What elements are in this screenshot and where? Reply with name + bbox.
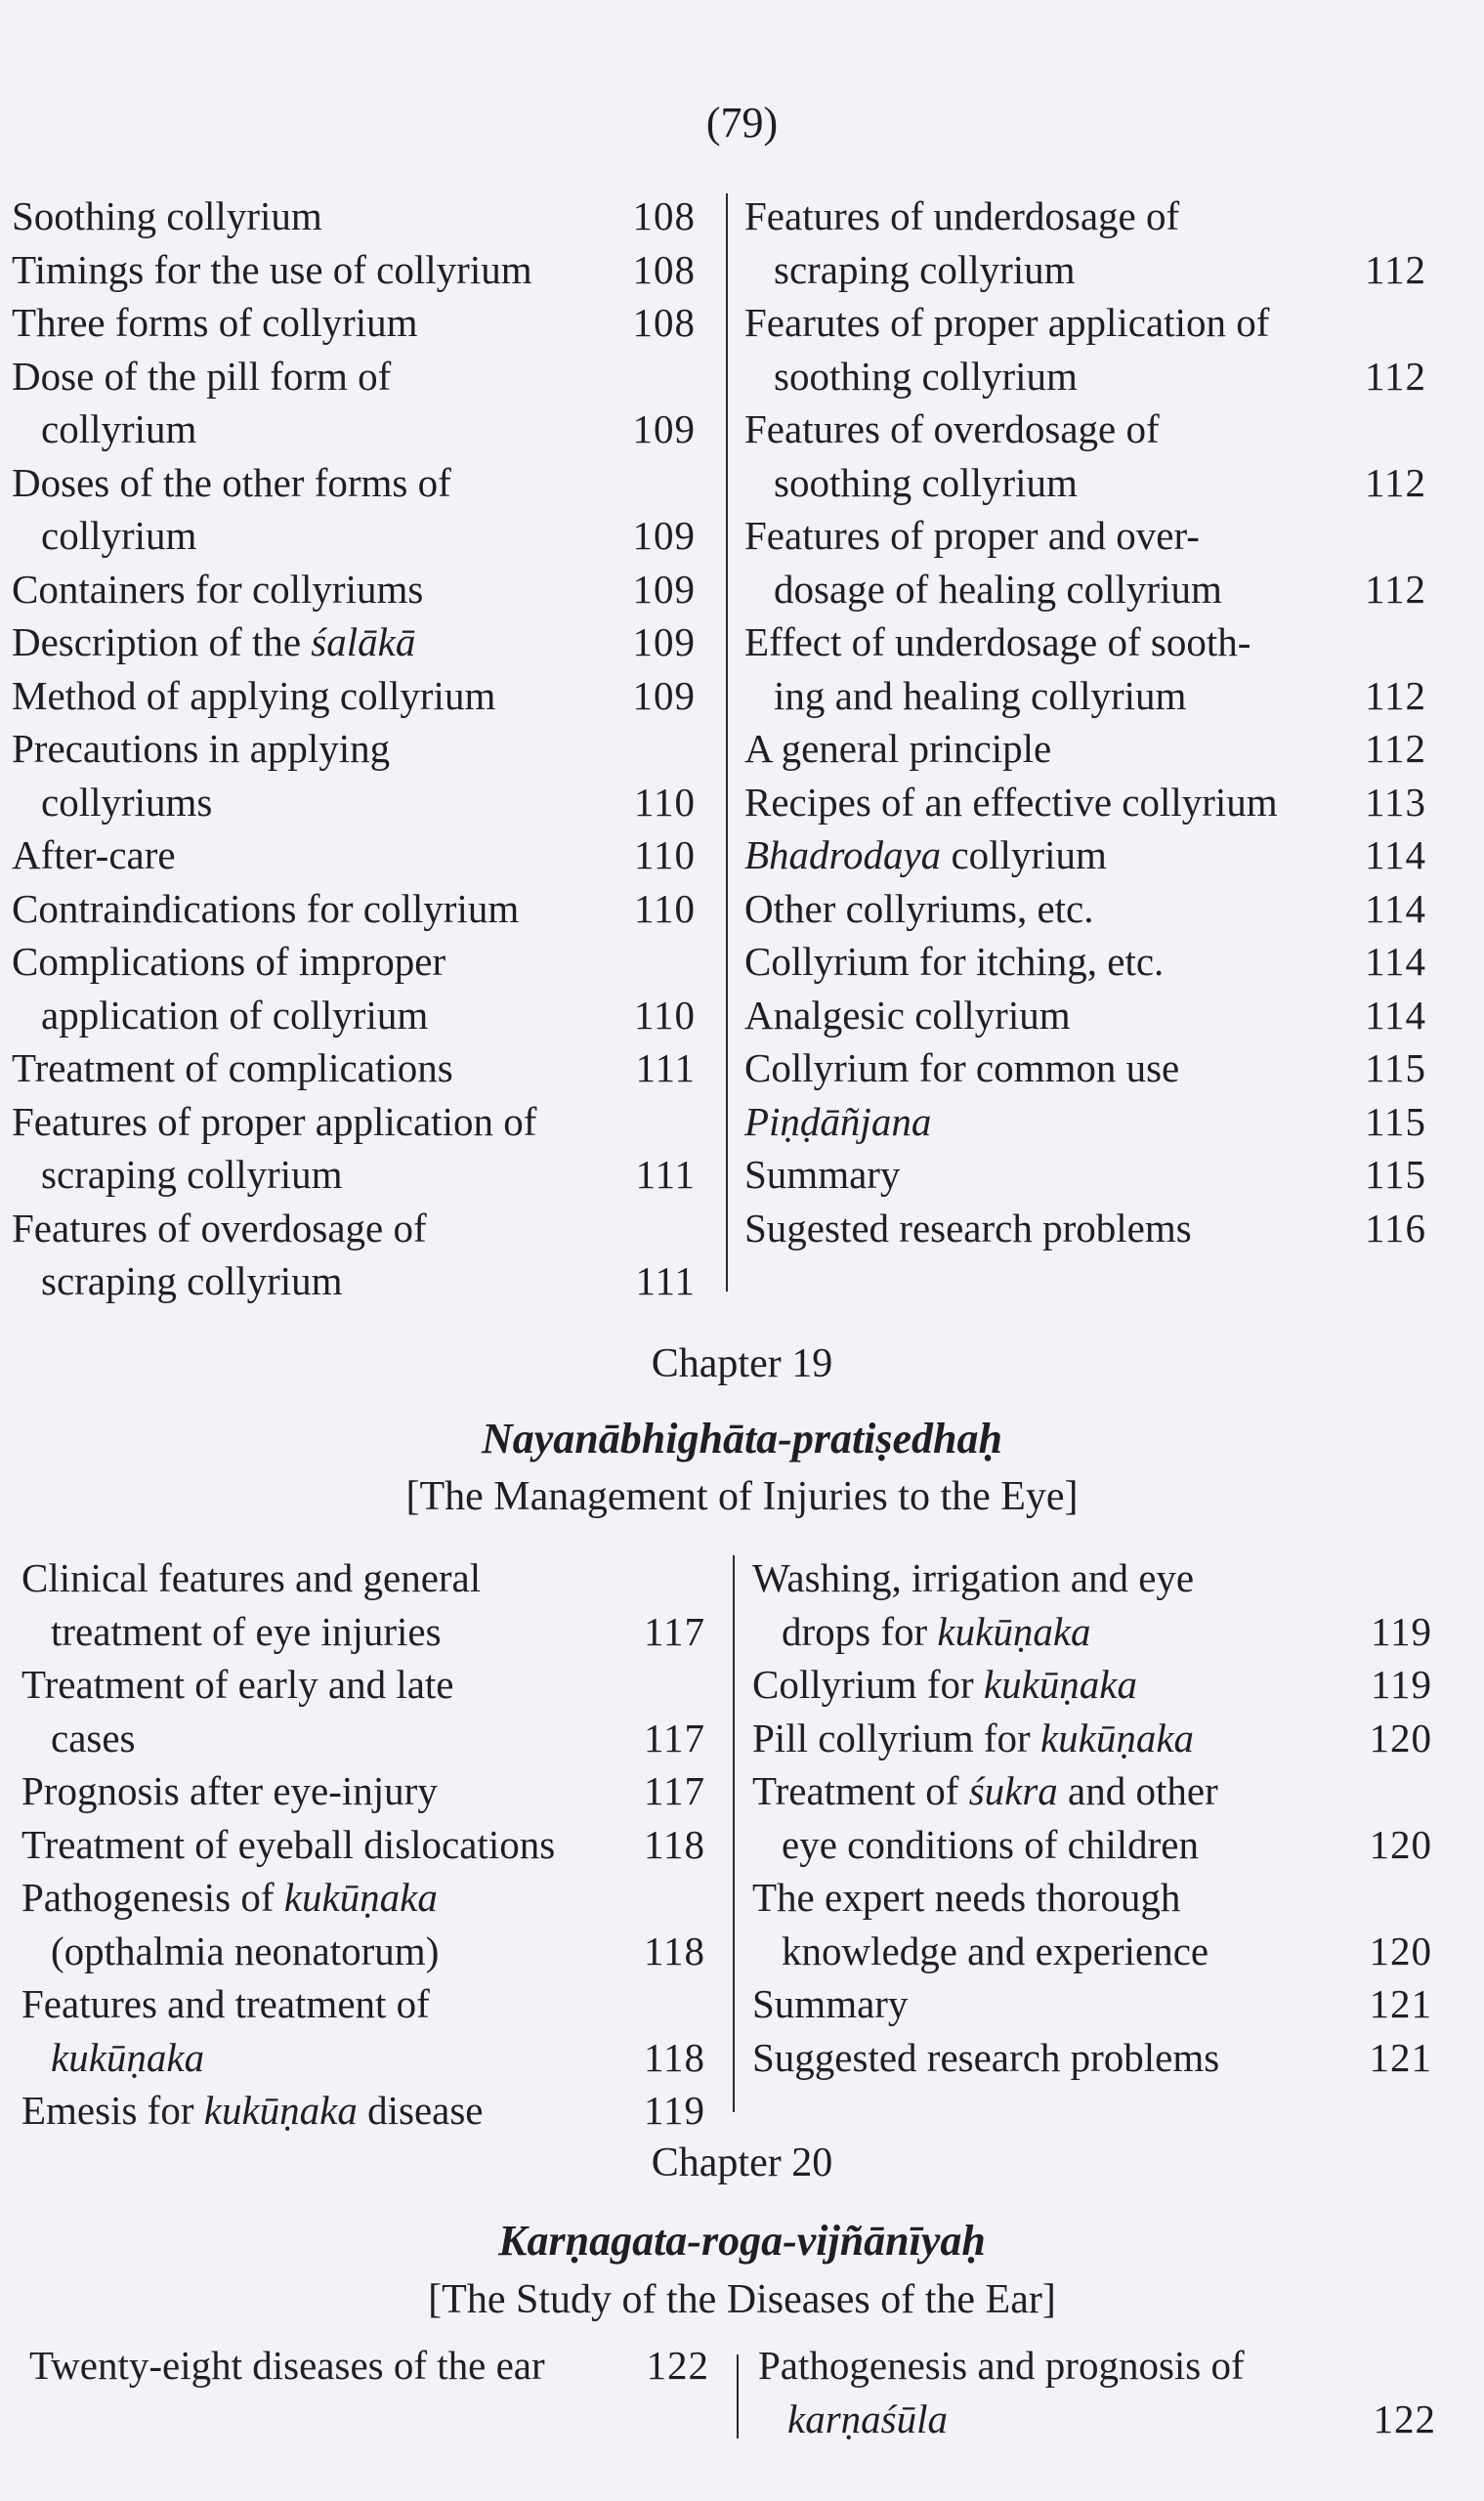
toc-entry-title: Containers for collyriums xyxy=(12,566,424,612)
toc-chapter-19 xyxy=(0,1551,1484,2133)
toc-entry-title: cases xyxy=(51,1715,136,1760)
toc-entry xyxy=(752,1712,1432,1765)
toc-entry-title: Contraindications for collyrium xyxy=(12,885,520,931)
toc-entry-title: Method of applying collyrium xyxy=(12,672,496,718)
toc-entry xyxy=(744,1202,1426,1255)
toc-entry-page: 114 xyxy=(1365,832,1426,877)
toc-entry-page: 115 xyxy=(1365,1152,1426,1197)
toc-entry-title: Soothing collyrium xyxy=(12,193,322,238)
toc-entry-title: Clinical features and general xyxy=(21,1555,482,1600)
toc-entry-page: 112 xyxy=(1365,353,1426,399)
toc-entry xyxy=(752,1658,1432,1712)
toc-entry xyxy=(12,1095,696,1202)
toc-entry-page: 121 xyxy=(1369,2034,1432,2080)
toc-right-column xyxy=(744,190,1426,1254)
toc-right-column xyxy=(758,2339,1436,2445)
toc-entry-page: 117 xyxy=(644,1715,705,1760)
toc-entry-title: treatment of eye injuries xyxy=(51,1608,442,1654)
toc-entry-title: Prognosis after eye-injury xyxy=(21,1768,438,1813)
toc-entry xyxy=(12,456,696,563)
toc-left-column xyxy=(29,2339,709,2393)
toc-entry-page: 118 xyxy=(644,2034,705,2080)
toc-entry xyxy=(12,615,696,669)
toc-entry-title: The expert needs thorough xyxy=(752,1875,1181,1920)
toc-entry xyxy=(12,828,696,882)
toc-entry xyxy=(744,935,1426,989)
toc-entry-title: soothing collyrium xyxy=(774,353,1078,399)
toc-entry xyxy=(12,722,696,828)
toc-entry-page: 108 xyxy=(632,300,696,345)
toc-entry-page: 109 xyxy=(632,672,696,718)
toc-entry-title: Doses of the other forms of xyxy=(12,459,451,505)
toc-entry-page: 109 xyxy=(632,566,696,612)
toc-entry-title: Analgesic collyrium xyxy=(744,992,1071,1038)
toc-entry-title: Treatment of complications xyxy=(12,1045,453,1090)
toc-entry-page: 109 xyxy=(632,513,696,558)
toc-entry-page: 112 xyxy=(1365,459,1426,505)
toc-entry-page: 114 xyxy=(1365,885,1426,931)
toc-entry-title: Other collyriums, etc. xyxy=(744,885,1094,931)
toc-entry-title: Treatment of early and late xyxy=(21,1662,454,1707)
toc-entry xyxy=(744,1041,1426,1095)
toc-entry xyxy=(752,2031,1432,2085)
toc-entry-title: Suggested research problems xyxy=(752,2034,1220,2080)
toc-entry xyxy=(12,1202,696,1308)
toc-entry-page: 119 xyxy=(644,2088,705,2133)
toc-entry xyxy=(12,1041,696,1095)
chapter-20-title: Karṇagata-roga-vijñānīyaḥ xyxy=(498,2217,986,2265)
toc-entry-page: 122 xyxy=(646,2343,709,2388)
toc-left-column xyxy=(12,190,696,1308)
toc-entry-title: Features of proper and over- xyxy=(744,513,1200,558)
toc-entry-title: karṇaśūla xyxy=(787,2395,948,2441)
toc-entry xyxy=(21,1764,705,1818)
toc-entry xyxy=(744,722,1426,776)
toc-entry-title: Three forms of collyrium xyxy=(12,300,418,345)
toc-entry-title: Summary xyxy=(744,1152,901,1197)
toc-entry-title: Collyrium for kukūṇaka xyxy=(752,1662,1137,1707)
toc-entry-title: After-care xyxy=(12,832,176,877)
toc-entry-title: Fearutes of proper application of xyxy=(744,300,1270,345)
toc-entry xyxy=(12,350,696,456)
toc-entry-title: collyriums xyxy=(41,779,213,825)
toc-entry xyxy=(744,828,1426,882)
toc-entry-page: 121 xyxy=(1369,1981,1432,2026)
toc-entry-page: 109 xyxy=(632,406,696,451)
toc-entry-title: Features of overdosage of xyxy=(12,1205,427,1250)
toc-entry-title: Piṇḍāñjana xyxy=(744,1098,932,1144)
toc-entry-title: Features of overdosage of xyxy=(744,406,1160,451)
toc-entry-title: Features of underdosage of xyxy=(744,193,1180,238)
toc-entry xyxy=(21,1871,705,1977)
toc-entry xyxy=(12,882,696,936)
toc-entry-page: 108 xyxy=(632,193,696,238)
toc-entry-page: 109 xyxy=(632,619,696,664)
toc-right-column xyxy=(752,1551,1432,2084)
toc-entry xyxy=(744,509,1426,615)
chapter-19-subtitle: [The Management of Injuries to the Eye] xyxy=(405,1474,1079,1519)
toc-entry-page: 115 xyxy=(1365,1098,1426,1144)
toc-entry-title: scraping collyrium xyxy=(774,246,1076,292)
toc-entry-title: Complications of improper xyxy=(12,939,446,984)
toc-entry-page: 120 xyxy=(1369,1715,1432,1760)
toc-entry-title: Twenty-eight diseases of the ear xyxy=(29,2343,545,2388)
toc-entry xyxy=(744,615,1426,722)
toc-entry-title: Precautions in applying xyxy=(12,726,391,771)
toc-entry-page: 118 xyxy=(644,1821,705,1867)
chapter-20-subtitle: [The Study of the Diseases of the Ear] xyxy=(428,2277,1056,2322)
toc-entry-page: 113 xyxy=(1365,779,1426,825)
toc-entry-page: 117 xyxy=(644,1768,705,1813)
toc-entry-title: Pathogenesis of kukūṇaka xyxy=(21,1875,438,1920)
toc-entry xyxy=(744,1095,1426,1149)
column-divider xyxy=(726,193,728,1292)
toc-entry xyxy=(752,1764,1432,1871)
toc-entry-page: 111 xyxy=(635,1152,696,1197)
toc-entry-page: 114 xyxy=(1365,992,1426,1038)
toc-entry-title: Description of the śalākā xyxy=(12,619,416,664)
toc-entry-page: 117 xyxy=(644,1608,705,1654)
toc-entry-title: Features of proper application of xyxy=(12,1098,537,1144)
toc-entry xyxy=(744,882,1426,936)
toc-entry xyxy=(744,296,1426,403)
toc-chapter-20 xyxy=(0,2339,1484,2456)
toc-entry-page: 110 xyxy=(634,779,696,825)
toc-entry xyxy=(12,190,696,243)
toc-entry-title: Recipes of an effective collyrium xyxy=(744,779,1278,825)
toc-entry xyxy=(21,1818,705,1872)
toc-entry xyxy=(744,989,1426,1042)
toc-entry xyxy=(12,935,696,1041)
toc-entry-page: 112 xyxy=(1365,726,1426,771)
column-divider xyxy=(737,2354,739,2438)
toc-entry-title: Timings for the use of collyrium xyxy=(12,246,532,292)
toc-entry-page: 120 xyxy=(1369,1928,1432,1973)
toc-entry-page: 112 xyxy=(1365,672,1426,718)
toc-entry-title: scraping collyrium xyxy=(41,1258,343,1303)
toc-entry xyxy=(21,1977,705,2084)
toc-entry-title: (opthalmia neonatorum) xyxy=(51,1928,440,1973)
toc-entry-page: 120 xyxy=(1369,1821,1432,1867)
toc-entry-page: 114 xyxy=(1365,939,1426,984)
toc-entry-page: 111 xyxy=(635,1258,696,1303)
toc-entry-title: Washing, irrigation and eye xyxy=(752,1555,1195,1600)
toc-entry-title: Emesis for kukūṇaka disease xyxy=(21,2088,484,2133)
toc-entry-page: 119 xyxy=(1371,1662,1432,1707)
toc-entry-title: drops for kukūṇaka xyxy=(782,1608,1091,1654)
toc-entry-title: collyrium xyxy=(41,406,197,451)
toc-entry-title: collyrium xyxy=(41,513,197,558)
toc-entry xyxy=(21,2084,705,2138)
toc-entry-page: 110 xyxy=(634,885,696,931)
chapter-20-number: Chapter 20 xyxy=(651,2141,833,2185)
toc-entry xyxy=(744,190,1426,296)
toc-entry-title: scraping collyrium xyxy=(41,1152,343,1197)
toc-entry-title: kukūṇaka xyxy=(51,2034,205,2080)
toc-entry xyxy=(12,243,696,297)
toc-entry-title: Dose of the pill form of xyxy=(12,353,392,399)
toc-entry-page: 112 xyxy=(1365,246,1426,292)
toc-entry xyxy=(758,2339,1436,2445)
chapter-19-number: Chapter 19 xyxy=(651,1341,833,1386)
toc-entry-page: 111 xyxy=(635,1045,696,1090)
toc-entry-page: 115 xyxy=(1365,1045,1426,1090)
toc-entry-page: 119 xyxy=(1371,1608,1432,1654)
toc-entry xyxy=(21,1658,705,1764)
toc-left-column xyxy=(21,1551,705,2138)
toc-entry-title: Summary xyxy=(752,1981,909,2026)
toc-entry-title: Collyrium for common use xyxy=(744,1045,1180,1090)
toc-entry-title: eye conditions of children xyxy=(782,1821,1199,1867)
toc-entry xyxy=(12,669,696,723)
toc-entry-title: knowledge and experience xyxy=(782,1928,1209,1973)
toc-entry xyxy=(12,563,696,616)
toc-entry xyxy=(752,1977,1432,2031)
toc-entry-page: 110 xyxy=(634,832,696,877)
toc-entry-page: 122 xyxy=(1373,2395,1436,2441)
toc-entry-title: Pill collyrium for kukūṇaka xyxy=(752,1715,1195,1760)
toc-entry xyxy=(21,1551,705,1658)
toc-entry-title: A general principle xyxy=(744,726,1052,771)
toc-entry xyxy=(744,403,1426,509)
toc-entry-page: 110 xyxy=(634,992,696,1038)
toc-entry-page: 116 xyxy=(1365,1205,1426,1250)
toc-entry xyxy=(752,1551,1432,1658)
toc-section-a xyxy=(0,190,1484,1303)
toc-entry-title: Treatment of eyeball dislocations xyxy=(21,1821,556,1867)
toc-entry-title: Treatment of śukra and other xyxy=(752,1768,1218,1813)
toc-entry xyxy=(12,296,696,350)
toc-entry-title: Pathogenesis and prognosis of xyxy=(758,2343,1245,2388)
toc-entry-title: application of collyrium xyxy=(41,992,429,1038)
toc-entry-title: dosage of healing collyrium xyxy=(774,566,1222,612)
toc-entry-title: Effect of underdosage of sooth- xyxy=(744,619,1251,664)
toc-entry xyxy=(752,1871,1432,1977)
toc-entry-title: ing and healing collyrium xyxy=(774,672,1187,718)
column-divider xyxy=(733,1555,735,2112)
toc-entry-page: 112 xyxy=(1365,566,1426,612)
toc-entry xyxy=(744,1148,1426,1202)
toc-entry-title: Features and treatment of xyxy=(21,1981,430,2026)
toc-entry-page: 118 xyxy=(644,1928,705,1973)
toc-entry-page: 108 xyxy=(632,246,696,292)
toc-entry-title: Collyrium for itching, etc. xyxy=(744,939,1165,984)
toc-entry-title: Bhadrodaya collyrium xyxy=(744,832,1107,877)
page-number: (79) xyxy=(705,99,779,147)
toc-entry-title: Sugested research problems xyxy=(744,1205,1192,1250)
toc-entry-title: soothing collyrium xyxy=(774,459,1078,505)
toc-entry xyxy=(29,2339,709,2393)
chapter-19-title: Nayanābhighāta-pratiṣedhaḥ xyxy=(482,1415,1002,1462)
toc-entry xyxy=(744,776,1426,829)
